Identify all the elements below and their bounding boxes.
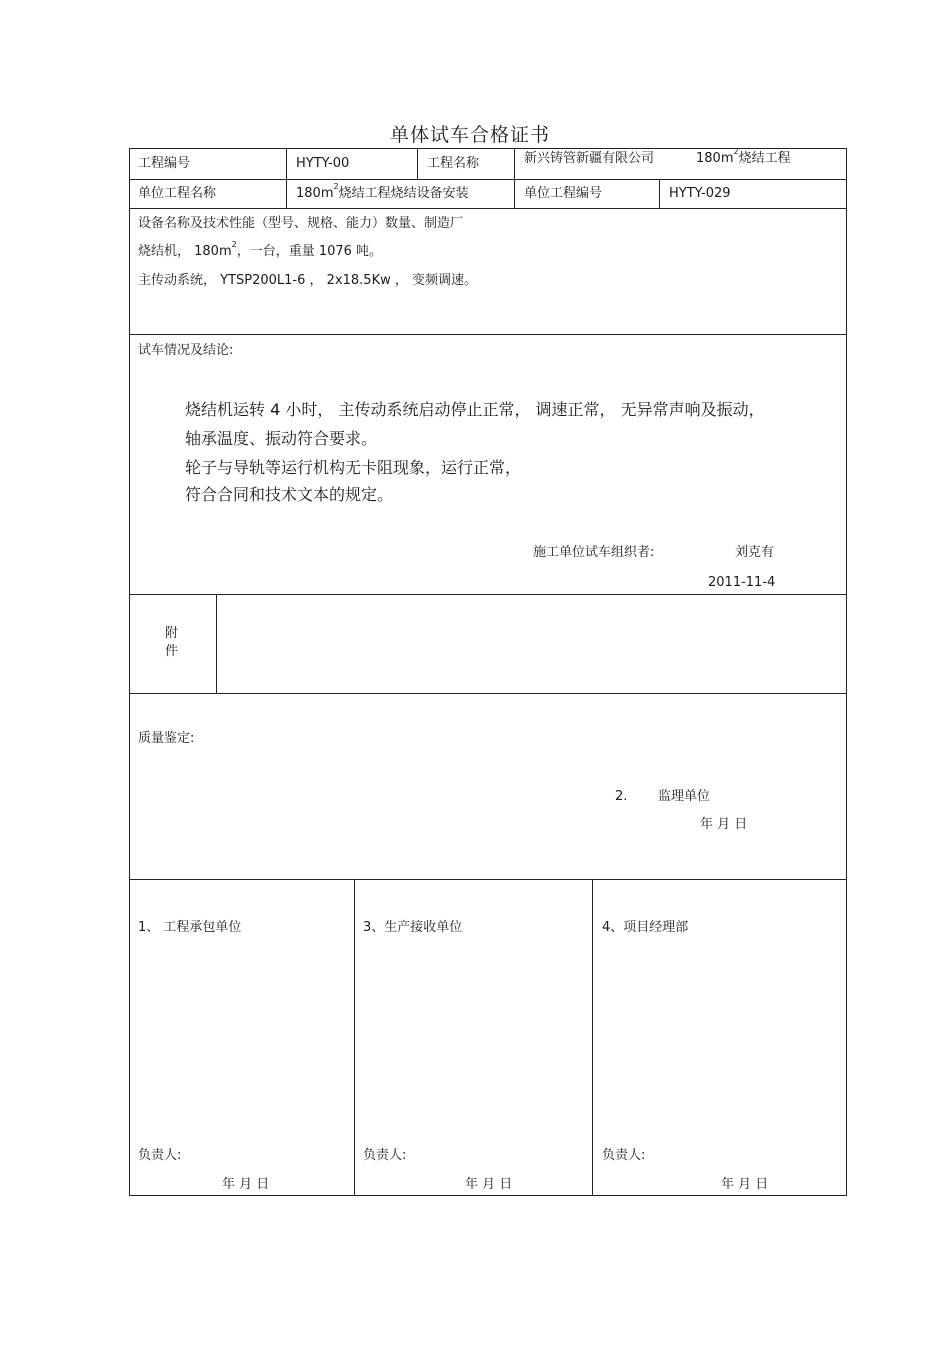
organizer-name: 刘克有 (735, 545, 775, 560)
equipment-heading: 设备名称及技术性能（型号、规格、能力）数量、制造厂 (138, 216, 464, 231)
contractor-title: 1、 工程承包单位 (138, 920, 242, 935)
project-name-label: 工程名称 (427, 156, 480, 171)
trial-body-line: 轴承温度、振动符合要求。 (185, 429, 378, 448)
quality-date: 年 月 日 (700, 817, 748, 832)
trial-body-line: 符合合同和技术文本的规定。 (185, 485, 394, 504)
trial-heading: 试车情况及结论: (138, 343, 234, 358)
equipment-line-2: 主传动系统， YTSP200L1-6 ， 2x18.5Kw ， 变频调速。 (138, 273, 477, 288)
rule (129, 148, 130, 1196)
quality-item-no: 2. (615, 789, 628, 804)
rule (846, 148, 847, 1196)
project-no-value: HYTY-00 (296, 156, 350, 171)
rule (659, 179, 660, 209)
rule (514, 148, 515, 209)
rule (592, 879, 593, 1196)
rule (129, 208, 847, 209)
rule (129, 148, 847, 149)
rule (129, 179, 847, 180)
contractor-person-label: 负责人: (138, 1148, 182, 1163)
rule (129, 594, 847, 595)
certificate-table (129, 148, 847, 1196)
pm-office-date: 年 月 日 (721, 1177, 769, 1192)
receiver-title: 3、生产接收单位 (363, 920, 463, 935)
organizer-label: 施工单位试车组织者: (533, 545, 655, 560)
attachment-label: 件 (165, 644, 179, 659)
rule (129, 693, 847, 694)
unit-no-label: 单位工程编号 (524, 186, 603, 201)
rule (417, 148, 418, 180)
quality-item-label: 监理单位 (658, 789, 711, 804)
rule (286, 148, 287, 209)
pm-office-title: 4、项目经理部 (602, 920, 689, 935)
equipment-line-1: 烧结机， $180m^2$，一台，重量 1076 吨。 (138, 240, 383, 259)
contractor-date: 年 月 日 (222, 1177, 270, 1192)
project-no-label: 工程编号 (138, 156, 191, 171)
unit-no-value: HYTY-029 (669, 186, 731, 201)
trial-date: 2011-11-4 (708, 575, 776, 590)
pm-office-person-label: 负责人: (602, 1148, 646, 1163)
rule (129, 879, 847, 880)
quality-heading: 质量鉴定: (138, 731, 195, 746)
rule (354, 879, 355, 1196)
attachment-label: 附 (165, 626, 179, 641)
project-name-company: 新兴铸管新疆有限公司 (524, 151, 655, 166)
receiver-person-label: 负责人: (363, 1148, 407, 1163)
rule (129, 1195, 847, 1196)
trial-body-line: 烧结机运转 4 小时， 主传动系统启动停止正常， 调速正常， 无异常声响及振动， (185, 400, 765, 419)
receiver-date: 年 月 日 (465, 1177, 513, 1192)
unit-name-label: 单位工程名称 (138, 186, 217, 201)
unit-name-value: $180m^2$烧结工程烧结设备安装 (296, 182, 469, 201)
rule (216, 594, 217, 694)
rule (129, 334, 847, 335)
document-title: 单体试车合格证书 (389, 124, 550, 146)
trial-body-line: 轮子与导轨等运行机构无卡阻现象，运行正常， (185, 458, 522, 477)
project-name-scope: $180m^2$烧结工程 (696, 147, 791, 166)
